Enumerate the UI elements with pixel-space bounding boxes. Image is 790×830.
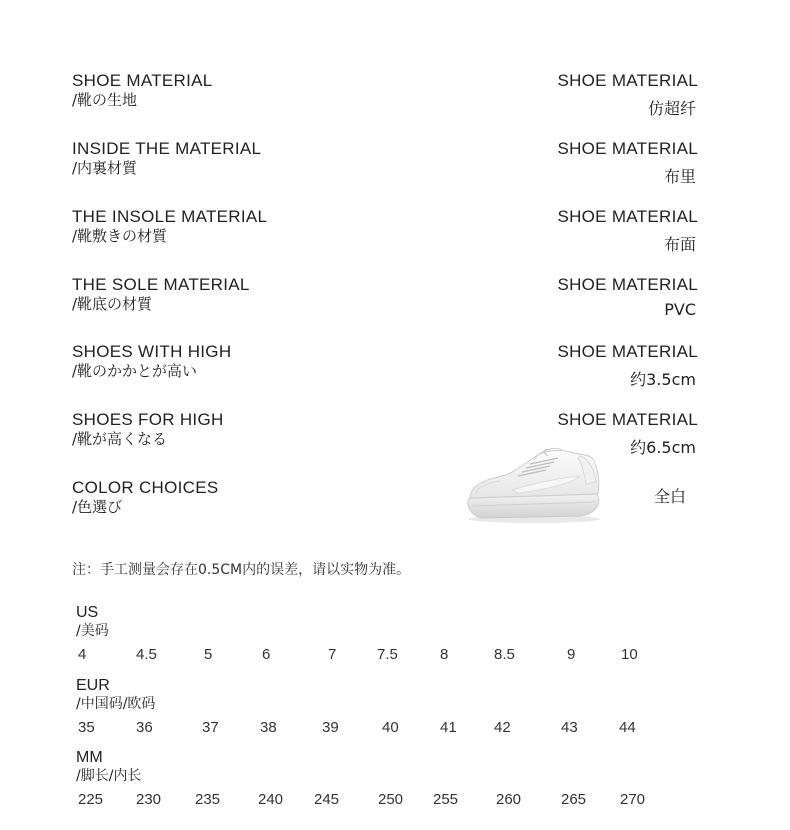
spec-label-jp: /靴の生地 <box>72 91 138 109</box>
spec-label-jp: /靴敷きの材質 <box>72 227 168 245</box>
size-value: 7.5 <box>377 646 398 663</box>
spec-row-insole-material <box>72 207 698 257</box>
size-value: 255 <box>433 791 459 808</box>
size-value: 4.5 <box>136 646 157 663</box>
size-value: 250 <box>378 791 404 808</box>
spec-row-sole-material <box>72 275 698 325</box>
size-value: 6 <box>262 646 271 663</box>
color-label-jp: /色選び <box>72 498 123 516</box>
size-value: 225 <box>78 791 104 808</box>
size-subtitle: /美码 <box>76 623 109 639</box>
size-title: EUR <box>76 677 110 694</box>
spec-header: SHOE MATERIAL <box>557 342 698 361</box>
size-value: 36 <box>136 719 153 736</box>
size-value: 230 <box>136 791 162 808</box>
size-value: 5 <box>204 646 213 663</box>
spec-row-heel-height <box>72 342 698 392</box>
spec-value: 布面 <box>663 235 696 254</box>
spec-label-jp: /靴のかかとが高い <box>72 362 198 380</box>
spec-label-jp: /内裏材質 <box>72 159 138 177</box>
size-value: 245 <box>314 791 340 808</box>
size-value: 39 <box>322 719 339 736</box>
size-value: 4 <box>78 646 87 663</box>
color-label-en: COLOR CHOICES <box>72 478 219 497</box>
size-chart-us <box>76 604 676 670</box>
spec-header: SHOE MATERIAL <box>557 275 698 294</box>
spec-label-en: SHOES WITH HIGH <box>72 342 232 361</box>
color-value: 全白 <box>653 487 686 506</box>
spec-label-jp: /靴が高くなる <box>72 430 168 448</box>
size-value: 8.5 <box>494 646 515 663</box>
size-value: 10 <box>621 646 638 663</box>
measurement-note: 注：手工测量会存在0.5CM内的误差，请以实物为准。 <box>72 562 411 578</box>
size-value: 40 <box>382 719 399 736</box>
spec-header: SHOE MATERIAL <box>557 71 698 90</box>
size-value: 37 <box>202 719 219 736</box>
size-value: 8 <box>440 646 449 663</box>
size-values <box>76 791 676 815</box>
spec-label-en: INSIDE THE MATERIAL <box>72 139 262 158</box>
size-subtitle: /脚长/内长 <box>76 768 142 784</box>
spec-row-inside-material <box>72 139 698 189</box>
size-value: 240 <box>258 791 284 808</box>
size-values <box>76 646 676 670</box>
spec-label-en: THE SOLE MATERIAL <box>72 275 250 294</box>
size-title: MM <box>76 749 103 766</box>
size-value: 44 <box>619 719 636 736</box>
spec-value: 布里 <box>663 167 696 186</box>
spec-label-en: SHOE MATERIAL <box>72 71 213 90</box>
spec-header: SHOE MATERIAL <box>557 139 698 158</box>
size-value: 270 <box>620 791 646 808</box>
size-value: 9 <box>567 646 576 663</box>
size-value: 265 <box>561 791 587 808</box>
spec-value: 约6.5cm <box>630 438 696 457</box>
size-value: 35 <box>78 719 95 736</box>
spec-label-jp: /靴底の材質 <box>72 295 153 313</box>
spec-header: SHOE MATERIAL <box>557 410 698 429</box>
size-chart-mm <box>76 749 676 815</box>
spec-value: 约3.5cm <box>630 370 696 389</box>
spec-label-en: THE INSOLE MATERIAL <box>72 207 268 226</box>
spec-row-shoe-material <box>72 71 698 121</box>
spec-label-en: SHOES FOR HIGH <box>72 410 224 429</box>
size-title: US <box>76 604 99 621</box>
size-value: 235 <box>195 791 221 808</box>
size-values <box>76 719 676 743</box>
size-value: 43 <box>561 719 578 736</box>
size-value: 42 <box>494 719 511 736</box>
spec-value: 仿超纤 <box>647 99 696 118</box>
white-sneaker-image <box>462 446 612 526</box>
spec-header: SHOE MATERIAL <box>557 207 698 226</box>
size-chart-eur <box>76 677 676 743</box>
size-value: 260 <box>496 791 522 808</box>
size-value: 41 <box>440 719 457 736</box>
size-value: 38 <box>260 719 277 736</box>
size-value: 7 <box>328 646 337 663</box>
spec-value: PVC <box>664 300 696 319</box>
size-subtitle: /中国码/欧码 <box>76 696 156 712</box>
